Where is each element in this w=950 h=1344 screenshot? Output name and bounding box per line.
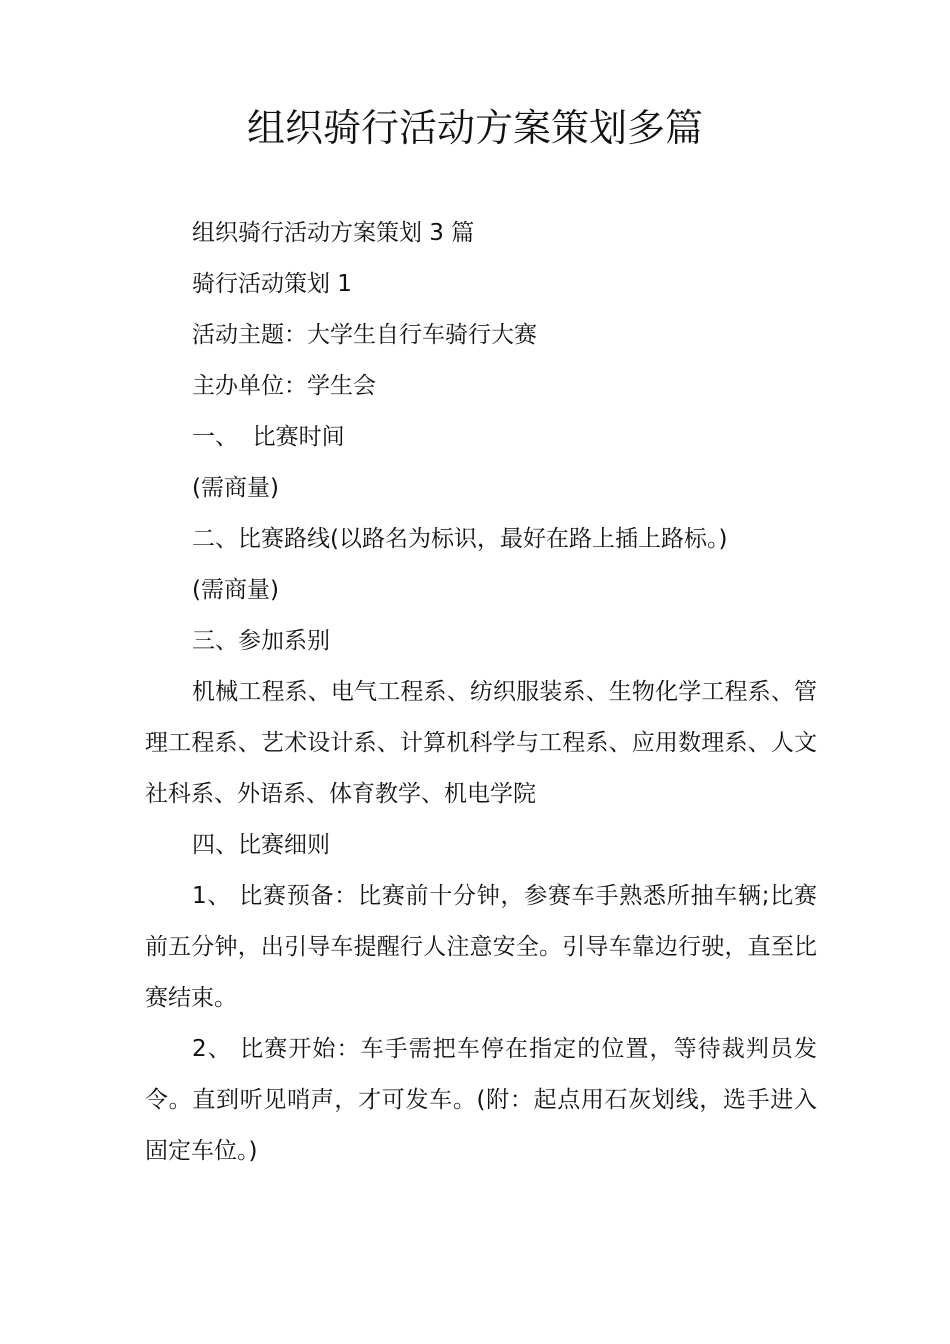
paragraph: 二、比赛路线(以路名为标识，最好在路上插上路标。) [192,526,728,552]
paragraph: 活动主题：大学生自行车骑行大赛 [192,322,537,348]
paragraph: (需商量) [192,475,279,501]
paragraph: 2、 比赛开始：车手需把车停在指定的位置，等待裁判员发令。直到听见哨声，才可发车。(附：起点用石灰划线，选手进入固定车位。) [145,1036,817,1164]
paragraph: (需商量) [192,577,279,603]
paragraph: 主办单位：学生会 [192,373,376,399]
paragraph: 骑行活动策划 1 [192,271,352,297]
document-body [145,208,817,1177]
paragraph: 机械工程系、电气工程系、纺织服装系、生物化学工程系、管理工程系、艺术设计系、计算机科学与工程系、应用数理系、人文社科系、外语系、体育教学、机电学院 [145,679,817,807]
paragraph: 1、 比赛预备：比赛前十分钟，参赛车手熟悉所抽车辆;比赛前五分钟，出引导车提醒行人注意安全。引导车靠边行驶，直至比赛结束。 [145,883,817,1011]
paragraph: 四、比赛细则 [192,832,330,858]
document-title: 组织骑行活动方案策划多篇 [246,106,703,150]
paragraph: 组织骑行活动方案策划 3 篇 [192,220,475,246]
paragraph: 一、 比赛时间 [192,424,345,450]
paragraph: 三、参加系别 [192,628,330,654]
